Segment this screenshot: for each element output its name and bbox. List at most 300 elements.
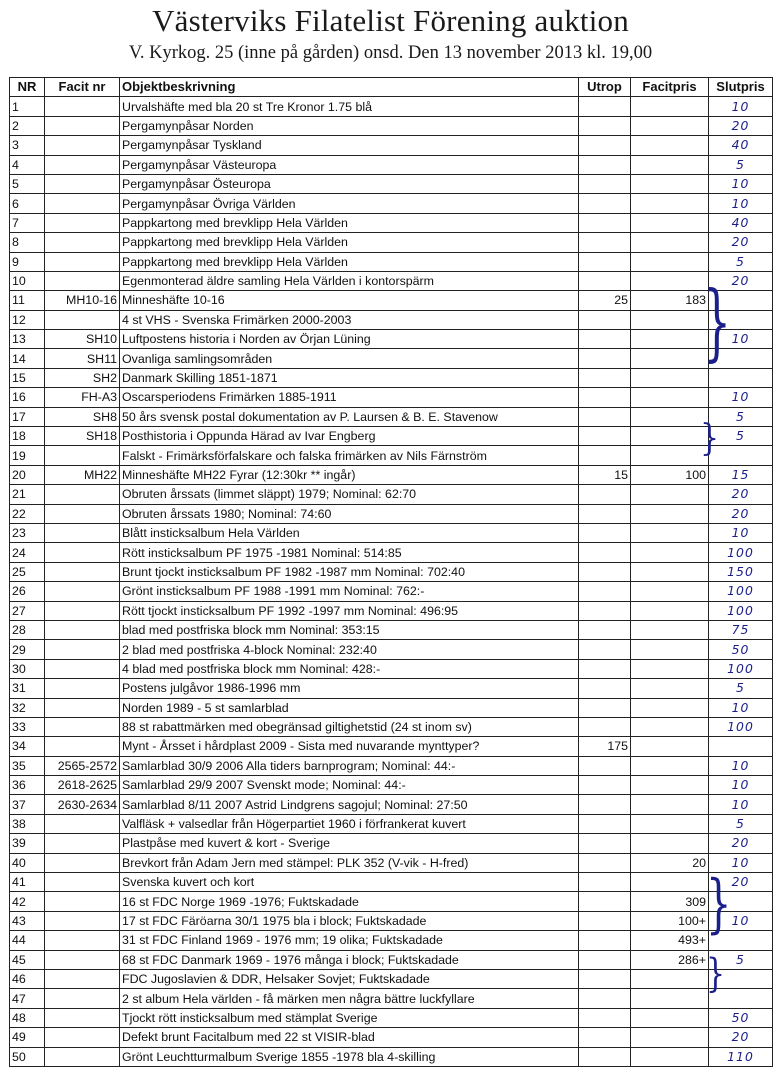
lot-number: 32 bbox=[10, 698, 45, 717]
table-row bbox=[10, 795, 773, 814]
table-row bbox=[10, 873, 773, 892]
final-price-handwritten: 50 bbox=[709, 1008, 773, 1027]
final-price-handwritten: 75 bbox=[709, 620, 773, 639]
facit-number bbox=[45, 194, 120, 213]
catalog-price: 20 bbox=[631, 853, 709, 872]
catalog-price bbox=[631, 989, 709, 1008]
catalog-price bbox=[631, 1028, 709, 1047]
starting-price bbox=[579, 504, 631, 523]
lot-description: 2 blad med postfriska 4-block Nominal: 232:40 bbox=[120, 640, 579, 659]
lot-number: 50 bbox=[10, 1047, 45, 1066]
catalog-price bbox=[631, 523, 709, 542]
document-subtitle: V. Kyrkog. 25 (inne på gården) onsd. Den 13 november 2013 kl. 19,00 bbox=[128, 43, 653, 63]
final-price-handwritten: 20 bbox=[709, 485, 773, 504]
lot-description: Samlarblad 30/9 2006 Alla tiders barnprogram; Nominal: 44:- bbox=[120, 756, 579, 775]
catalog-price bbox=[631, 155, 709, 174]
facit-number bbox=[45, 310, 120, 329]
catalog-price bbox=[631, 213, 709, 232]
lot-number: 5 bbox=[10, 174, 45, 193]
facit-number: MH10-16 bbox=[45, 291, 120, 310]
table-row bbox=[10, 679, 773, 698]
lot-description: Urvalshäfte med bla 20 st Tre Kronor 1.75 blå bbox=[120, 97, 579, 116]
starting-price bbox=[579, 1028, 631, 1047]
lot-description: Pergamynpåsar Östeuropa bbox=[120, 174, 579, 193]
final-price-handwritten: 50 bbox=[709, 640, 773, 659]
facit-number bbox=[45, 233, 120, 252]
final-price-handwritten: 10 bbox=[709, 523, 773, 542]
final-price-handwritten: 10 bbox=[709, 795, 773, 814]
lot-number: 30 bbox=[10, 659, 45, 678]
table-row bbox=[10, 834, 773, 853]
final-price-handwritten: 5 bbox=[709, 427, 773, 446]
lot-description: Obruten årssats 1980; Nominal: 74:60 bbox=[120, 504, 579, 523]
catalog-price bbox=[631, 252, 709, 271]
lot-number: 9 bbox=[10, 252, 45, 271]
catalog-price bbox=[631, 504, 709, 523]
lot-description: Grönt insticksalbum PF 1988 -1991 mm Nominal: 762:- bbox=[120, 582, 579, 601]
starting-price bbox=[579, 853, 631, 872]
catalog-price bbox=[631, 717, 709, 736]
lot-description: Tjockt rött insticksalbum med stämplat Sverige bbox=[120, 1008, 579, 1027]
table-row bbox=[10, 349, 773, 368]
lot-number: 40 bbox=[10, 853, 45, 872]
facit-number bbox=[45, 485, 120, 504]
starting-price bbox=[579, 446, 631, 465]
starting-price bbox=[579, 310, 631, 329]
starting-price bbox=[579, 620, 631, 639]
catalog-price: 286+ bbox=[631, 950, 709, 969]
auction-lot-table bbox=[9, 77, 773, 1067]
lot-number: 27 bbox=[10, 601, 45, 620]
starting-price bbox=[579, 679, 631, 698]
final-price-handwritten: 100 bbox=[709, 601, 773, 620]
starting-price bbox=[579, 97, 631, 116]
final-price-handwritten: 10 bbox=[709, 174, 773, 193]
column-header-nr: NR bbox=[10, 78, 45, 97]
catalog-price bbox=[631, 562, 709, 581]
table-row bbox=[10, 582, 773, 601]
catalog-price bbox=[631, 116, 709, 135]
lot-description: blad med postfriska block mm Nominal: 353:15 bbox=[120, 620, 579, 639]
catalog-price bbox=[631, 407, 709, 426]
facit-number: 2565-2572 bbox=[45, 756, 120, 775]
table-row bbox=[10, 562, 773, 581]
lot-description: Oscarsperiodens Frimärken 1885-1911 bbox=[120, 388, 579, 407]
lot-number: 1 bbox=[10, 97, 45, 116]
lot-number: 19 bbox=[10, 446, 45, 465]
lot-description: Pergamynpåsar Västeuropa bbox=[120, 155, 579, 174]
starting-price bbox=[579, 776, 631, 795]
lot-description: 50 års svensk postal dokumentation av P. Laursen & B. E. Stavenow bbox=[120, 407, 579, 426]
catalog-price bbox=[631, 873, 709, 892]
final-price-handwritten: 100 bbox=[709, 543, 773, 562]
lot-description: Samlarblad 8/11 2007 Astrid Lindgrens sagojul; Nominal: 27:50 bbox=[120, 795, 579, 814]
starting-price bbox=[579, 543, 631, 562]
facit-number bbox=[45, 155, 120, 174]
facit-number bbox=[45, 620, 120, 639]
catalog-price bbox=[631, 601, 709, 620]
table-row bbox=[10, 407, 773, 426]
final-price-handwritten bbox=[709, 737, 773, 756]
lot-description: Blått insticksalbum Hela Världen bbox=[120, 523, 579, 542]
lot-number: 13 bbox=[10, 330, 45, 349]
catalog-price bbox=[631, 446, 709, 465]
lot-description: Samlarblad 29/9 2007 Svenskt mode; Nominal: 44:- bbox=[120, 776, 579, 795]
lot-description: Rött tjockt insticksalbum PF 1992 -1997 mm Nominal: 496:95 bbox=[120, 601, 579, 620]
lot-number: 45 bbox=[10, 950, 45, 969]
final-price-handwritten: 100 bbox=[709, 659, 773, 678]
facit-number bbox=[45, 136, 120, 155]
facit-number bbox=[45, 174, 120, 193]
catalog-price bbox=[631, 776, 709, 795]
handwritten-brace: } bbox=[700, 417, 720, 460]
lot-number: 11 bbox=[10, 291, 45, 310]
lot-description: Pappkartong med brevklipp Hela Världen bbox=[120, 233, 579, 252]
final-price-handwritten: 10 bbox=[709, 97, 773, 116]
final-price-handwritten: 20 bbox=[709, 504, 773, 523]
starting-price bbox=[579, 252, 631, 271]
lot-description: 4 blad med postfriska block mm Nominal: 428:- bbox=[120, 659, 579, 678]
lot-number: 21 bbox=[10, 485, 45, 504]
catalog-price bbox=[631, 814, 709, 833]
facit-number: 2618-2625 bbox=[45, 776, 120, 795]
table-row bbox=[10, 1008, 773, 1027]
lot-description: Ovanliga samlingsområden bbox=[120, 349, 579, 368]
starting-price bbox=[579, 834, 631, 853]
facit-number bbox=[45, 116, 120, 135]
final-price-handwritten: 40 bbox=[709, 213, 773, 232]
final-price-handwritten: 110 bbox=[709, 1047, 773, 1066]
lot-description: Postens julgåvor 1986-1996 mm bbox=[120, 679, 579, 698]
starting-price bbox=[579, 174, 631, 193]
catalog-price bbox=[631, 795, 709, 814]
table-row bbox=[10, 116, 773, 135]
final-price-handwritten: 15 bbox=[709, 465, 773, 484]
lot-number: 16 bbox=[10, 388, 45, 407]
facit-number: SH10 bbox=[45, 330, 120, 349]
lot-number: 26 bbox=[10, 582, 45, 601]
table-row bbox=[10, 97, 773, 116]
starting-price bbox=[579, 1008, 631, 1027]
starting-price bbox=[579, 1047, 631, 1066]
facit-number bbox=[45, 523, 120, 542]
lot-description: Falskt - Frimärksförfalskare och falska frimärken av Nils Färnström bbox=[120, 446, 579, 465]
starting-price bbox=[579, 950, 631, 969]
final-price-handwritten: 10 bbox=[709, 776, 773, 795]
starting-price bbox=[579, 330, 631, 349]
column-header-facitpris: Facitpris bbox=[631, 78, 709, 97]
catalog-price bbox=[631, 582, 709, 601]
handwritten-brace: } bbox=[706, 867, 732, 941]
lot-description: 31 st FDC Finland 1969 - 1976 mm; 19 olika; Fuktskadade bbox=[120, 931, 579, 950]
table-row bbox=[10, 427, 773, 446]
lot-number: 46 bbox=[10, 969, 45, 988]
starting-price bbox=[579, 931, 631, 950]
final-price-handwritten: 100 bbox=[709, 717, 773, 736]
starting-price bbox=[579, 911, 631, 930]
lot-description: Obruten årssats (limmet släppt) 1979; Nominal: 62:70 bbox=[120, 485, 579, 504]
lot-description: 16 st FDC Norge 1969 -1976; Fuktskadade bbox=[120, 892, 579, 911]
lot-number: 4 bbox=[10, 155, 45, 174]
catalog-price bbox=[631, 1047, 709, 1066]
starting-price bbox=[579, 155, 631, 174]
facit-number bbox=[45, 504, 120, 523]
table-row bbox=[10, 1047, 773, 1066]
catalog-price bbox=[631, 97, 709, 116]
starting-price: 15 bbox=[579, 465, 631, 484]
lot-number: 29 bbox=[10, 640, 45, 659]
table-row bbox=[10, 155, 773, 174]
starting-price bbox=[579, 969, 631, 988]
lot-number: 42 bbox=[10, 892, 45, 911]
lot-number: 3 bbox=[10, 136, 45, 155]
lot-description: Norden 1989 - 5 st samlarblad bbox=[120, 698, 579, 717]
catalog-price: 100+ bbox=[631, 911, 709, 930]
table-row bbox=[10, 969, 773, 988]
starting-price bbox=[579, 562, 631, 581]
lot-description: Grönt Leuchtturmalbum Sverige 1855 -1978 bla 4-skilling bbox=[120, 1047, 579, 1066]
table-row bbox=[10, 543, 773, 562]
lot-number: 2 bbox=[10, 116, 45, 135]
starting-price bbox=[579, 873, 631, 892]
table-row bbox=[10, 233, 773, 252]
table-row bbox=[10, 213, 773, 232]
table-row bbox=[10, 252, 773, 271]
catalog-price bbox=[631, 485, 709, 504]
catalog-price: 100 bbox=[631, 465, 709, 484]
lot-number: 28 bbox=[10, 620, 45, 639]
catalog-price bbox=[631, 368, 709, 387]
facit-number: SH2 bbox=[45, 368, 120, 387]
lot-number: 39 bbox=[10, 834, 45, 853]
lot-number: 7 bbox=[10, 213, 45, 232]
starting-price: 25 bbox=[579, 291, 631, 310]
lot-number: 41 bbox=[10, 873, 45, 892]
lot-description: Brunt tjockt insticksalbum PF 1982 -1987 mm Nominal: 702:40 bbox=[120, 562, 579, 581]
facit-number: SH18 bbox=[45, 427, 120, 446]
lot-description: Luftpostens historia i Norden av Örjan Lüning bbox=[120, 330, 579, 349]
facit-number: SH11 bbox=[45, 349, 120, 368]
catalog-price bbox=[631, 233, 709, 252]
table-row bbox=[10, 388, 773, 407]
table-row bbox=[10, 330, 773, 349]
facit-number: SH8 bbox=[45, 407, 120, 426]
facit-number bbox=[45, 834, 120, 853]
column-header-slutpris: Slutpris bbox=[709, 78, 773, 97]
final-price-handwritten: 5 bbox=[709, 155, 773, 174]
final-price-handwritten: 5 bbox=[709, 252, 773, 271]
facit-number bbox=[45, 717, 120, 736]
lot-number: 8 bbox=[10, 233, 45, 252]
lot-number: 47 bbox=[10, 989, 45, 1008]
lot-number: 6 bbox=[10, 194, 45, 213]
facit-number bbox=[45, 873, 120, 892]
starting-price bbox=[579, 795, 631, 814]
starting-price bbox=[579, 427, 631, 446]
starting-price bbox=[579, 640, 631, 659]
catalog-price: 183 bbox=[631, 291, 709, 310]
table-row bbox=[10, 485, 773, 504]
catalog-price bbox=[631, 1008, 709, 1027]
catalog-price bbox=[631, 271, 709, 290]
table-row bbox=[10, 601, 773, 620]
lot-number: 31 bbox=[10, 679, 45, 698]
final-price-handwritten: 20 bbox=[709, 271, 773, 290]
lot-number: 33 bbox=[10, 717, 45, 736]
facit-number: MH22 bbox=[45, 465, 120, 484]
facit-number bbox=[45, 97, 120, 116]
lot-number: 36 bbox=[10, 776, 45, 795]
starting-price: 175 bbox=[579, 737, 631, 756]
facit-number bbox=[45, 1028, 120, 1047]
table-row bbox=[10, 291, 773, 310]
facit-number bbox=[45, 446, 120, 465]
table-row bbox=[10, 194, 773, 213]
lot-number: 34 bbox=[10, 737, 45, 756]
lot-description: Brevkort från Adam Jern med stämpel: PLK 352 (V-vik - H-fred) bbox=[120, 853, 579, 872]
final-price-handwritten: 5 bbox=[709, 814, 773, 833]
lot-description: Egenmonterad äldre samling Hela Världen i kontorspärm bbox=[120, 271, 579, 290]
starting-price bbox=[579, 523, 631, 542]
facit-number bbox=[45, 640, 120, 659]
final-price-handwritten: 10 bbox=[709, 330, 773, 349]
table-row bbox=[10, 737, 773, 756]
starting-price bbox=[579, 989, 631, 1008]
final-price-handwritten: 5 bbox=[709, 407, 773, 426]
table-row bbox=[10, 465, 773, 484]
table-row bbox=[10, 698, 773, 717]
catalog-price bbox=[631, 310, 709, 329]
facit-number bbox=[45, 1047, 120, 1066]
starting-price bbox=[579, 601, 631, 620]
facit-number bbox=[45, 853, 120, 872]
lot-description: 2 st album Hela världen - få märken men några bättre luckfyllare bbox=[120, 989, 579, 1008]
table-row bbox=[10, 931, 773, 950]
facit-number bbox=[45, 679, 120, 698]
column-header-utrop: Utrop bbox=[579, 78, 631, 97]
catalog-price bbox=[631, 136, 709, 155]
final-price-handwritten: 10 bbox=[709, 756, 773, 775]
starting-price bbox=[579, 659, 631, 678]
lot-number: 37 bbox=[10, 795, 45, 814]
column-header-facit-nr: Facit nr bbox=[45, 78, 120, 97]
lot-number: 25 bbox=[10, 562, 45, 581]
lot-number: 44 bbox=[10, 931, 45, 950]
facit-number bbox=[45, 737, 120, 756]
starting-price bbox=[579, 485, 631, 504]
catalog-price bbox=[631, 427, 709, 446]
facit-number bbox=[45, 582, 120, 601]
final-price-handwritten: 150 bbox=[709, 562, 773, 581]
lot-number: 12 bbox=[10, 310, 45, 329]
starting-price bbox=[579, 582, 631, 601]
catalog-price bbox=[631, 174, 709, 193]
lot-number: 20 bbox=[10, 465, 45, 484]
lot-number: 10 bbox=[10, 271, 45, 290]
table-body bbox=[10, 97, 773, 1067]
final-price-handwritten: 100 bbox=[709, 582, 773, 601]
table-row bbox=[10, 504, 773, 523]
table-row bbox=[10, 640, 773, 659]
lot-number: 38 bbox=[10, 814, 45, 833]
final-price-handwritten: 20 bbox=[709, 1028, 773, 1047]
catalog-price bbox=[631, 330, 709, 349]
catalog-price bbox=[631, 349, 709, 368]
table-row bbox=[10, 853, 773, 872]
lot-description: Minneshäfte 10-16 bbox=[120, 291, 579, 310]
starting-price bbox=[579, 349, 631, 368]
table-row bbox=[10, 814, 773, 833]
facit-number bbox=[45, 213, 120, 232]
lot-number: 18 bbox=[10, 427, 45, 446]
facit-number: 2630-2634 bbox=[45, 795, 120, 814]
final-price-handwritten: 20 bbox=[709, 233, 773, 252]
starting-price bbox=[579, 136, 631, 155]
lot-number: 17 bbox=[10, 407, 45, 426]
lot-description: Pergamynpåsar Tyskland bbox=[120, 136, 579, 155]
facit-number bbox=[45, 271, 120, 290]
table-row bbox=[10, 659, 773, 678]
table-row bbox=[10, 892, 773, 911]
handwritten-brace: } bbox=[703, 274, 731, 372]
starting-price bbox=[579, 698, 631, 717]
starting-price bbox=[579, 407, 631, 426]
table-row bbox=[10, 950, 773, 969]
facit-number bbox=[45, 892, 120, 911]
lot-description: Minneshäfte MH22 Fyrar (12:30kr ** ingår) bbox=[120, 465, 579, 484]
lot-number: 23 bbox=[10, 523, 45, 542]
catalog-price bbox=[631, 834, 709, 853]
facit-number bbox=[45, 543, 120, 562]
lot-description: Plastpåse med kuvert & kort - Sverige bbox=[120, 834, 579, 853]
lot-number: 22 bbox=[10, 504, 45, 523]
table-row bbox=[10, 756, 773, 775]
final-price-handwritten: 10 bbox=[709, 911, 773, 930]
starting-price bbox=[579, 756, 631, 775]
final-price-handwritten: 10 bbox=[709, 194, 773, 213]
final-price-handwritten: 20 bbox=[709, 116, 773, 135]
final-price-handwritten: 20 bbox=[709, 873, 773, 892]
catalog-price bbox=[631, 737, 709, 756]
table-row bbox=[10, 911, 773, 930]
facit-number bbox=[45, 601, 120, 620]
lot-description: Mynt - Årsset i hårdplast 2009 - Sista med nuvarande mynttyper? bbox=[120, 737, 579, 756]
catalog-price: 493+ bbox=[631, 931, 709, 950]
final-price-handwritten: 20 bbox=[709, 834, 773, 853]
lot-number: 49 bbox=[10, 1028, 45, 1047]
starting-price bbox=[579, 892, 631, 911]
table-row bbox=[10, 1028, 773, 1047]
lot-description: Rött insticksalbum PF 1975 -1981 Nominal: 514:85 bbox=[120, 543, 579, 562]
catalog-price bbox=[631, 659, 709, 678]
table-header-row bbox=[10, 78, 773, 97]
facit-number bbox=[45, 950, 120, 969]
facit-number bbox=[45, 969, 120, 988]
final-price-handwritten: 40 bbox=[709, 136, 773, 155]
facit-number bbox=[45, 1008, 120, 1027]
lot-number: 24 bbox=[10, 543, 45, 562]
starting-price bbox=[579, 368, 631, 387]
starting-price bbox=[579, 233, 631, 252]
table-row bbox=[10, 271, 773, 290]
lot-description: Defekt brunt Facitalbum med 22 st VISIR-blad bbox=[120, 1028, 579, 1047]
lot-description: 17 st FDC Färöarna 30/1 1975 bla i block; Fuktskadade bbox=[120, 911, 579, 930]
facit-number bbox=[45, 252, 120, 271]
lot-description: Danmark Skilling 1851-1871 bbox=[120, 368, 579, 387]
table-row bbox=[10, 989, 773, 1008]
catalog-price bbox=[631, 640, 709, 659]
catalog-price bbox=[631, 679, 709, 698]
